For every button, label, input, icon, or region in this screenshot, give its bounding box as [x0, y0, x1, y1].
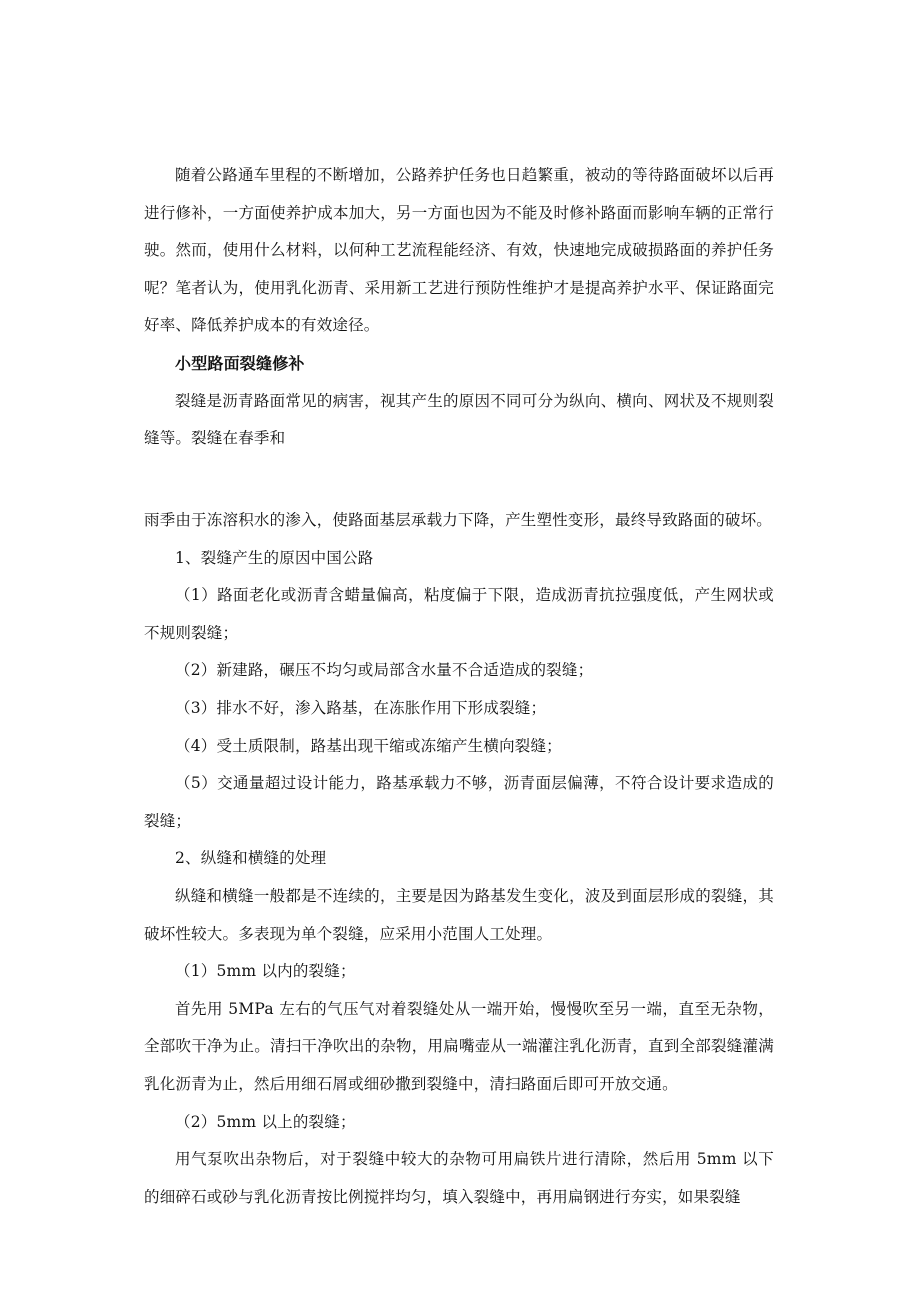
item-1-title: （1）5mm 以内的裂缝； [175, 962, 356, 981]
crack-intro-paragraph: 裂缝是沥青路面常见的病害，视其产生的原因不同可分为纵向、横向、网状及不规则裂缝等。裂缝在春季和 [144, 391, 774, 448]
cause-item-5: （5）交通量超过设计能力，路基承载力不够，沥青面层偏薄，不符合设计要求造成的裂缝； [144, 774, 774, 830]
section-heading: 小型路面裂缝修补 [175, 353, 305, 373]
item-1-text: 首先用 5MPa 左右的气压气对着裂缝处从一端开始，慢慢吹至另一端，直至无杂物，全部吹干净为止。清扫干净吹出的杂物，用扁嘴壶从一端灌注乳化沥青，直到全部裂缝灌满乳化沥青为止，然后用细石屑或细砂撒到裂缝中，清扫路面后即可开放交通。 [144, 999, 774, 1093]
section-2-intro: 纵缝和横缝一般都是不连续的，主要是因为路基发生变化，波及到面层形成的裂缝，其破坏性较大。多表现为单个裂缝，应采用小范围人工处理。 [144, 886, 774, 943]
item-2-title: （2）5mm 以上的裂缝； [175, 1112, 356, 1131]
section-1-title: 1、裂缝产生的原因中国公路 [175, 548, 374, 567]
item-2-text: 用气泵吹出杂物后，对于裂缝中较大的杂物可用扁铁片进行清除，然后用 5mm 以下的细碎石或砂与乳化沥青按比例搅拌均匀，填入裂缝中，再用扁钢进行夯实，如果裂缝 [144, 1150, 774, 1206]
section-2-title: 2、纵缝和横缝的处理 [175, 849, 327, 868]
cause-item-1: （1）路面老化或沥青含蜡量偏高，粘度偏于下限，造成沥青抗拉强度低，产生网状或不规则裂缝； [144, 586, 774, 642]
cause-item-2: （2）新建路，碾压不均匀或局部含水量不合适造成的裂缝； [175, 661, 594, 680]
cause-item-4: （4）受土质限制，路基出现干缩或冻缩产生横向裂缝； [175, 736, 562, 755]
continuation-paragraph: 雨季由于冻溶积水的渗入，使路面基层承载力下降，产生塑性变形，最终导致路面的破坏。 [144, 511, 773, 529]
intro-paragraph: 随着公路通车里程的不断增加，公路养护任务也日趋繁重，被动的等待路面破坏以后再进行修补，一方面使养护成本加大，另一方面也因为不能及时修补路面而影响车辆的正常行驶。然而，使用什么材料，以何种工艺流程能经济、有效，快速地完成破损路面的养护任务呢？笔者认为，使用乳化沥青、采用新工艺进行预防性维护才是提高养护水平、保证路面完好率、降低养护成本的有效途径。 [144, 166, 774, 335]
text-block-top [144, 157, 774, 458]
cause-item-3: （3）排水不好，渗入路基，在冻胀作用下形成裂缝； [175, 698, 547, 717]
text-block-bottom [144, 502, 774, 1216]
